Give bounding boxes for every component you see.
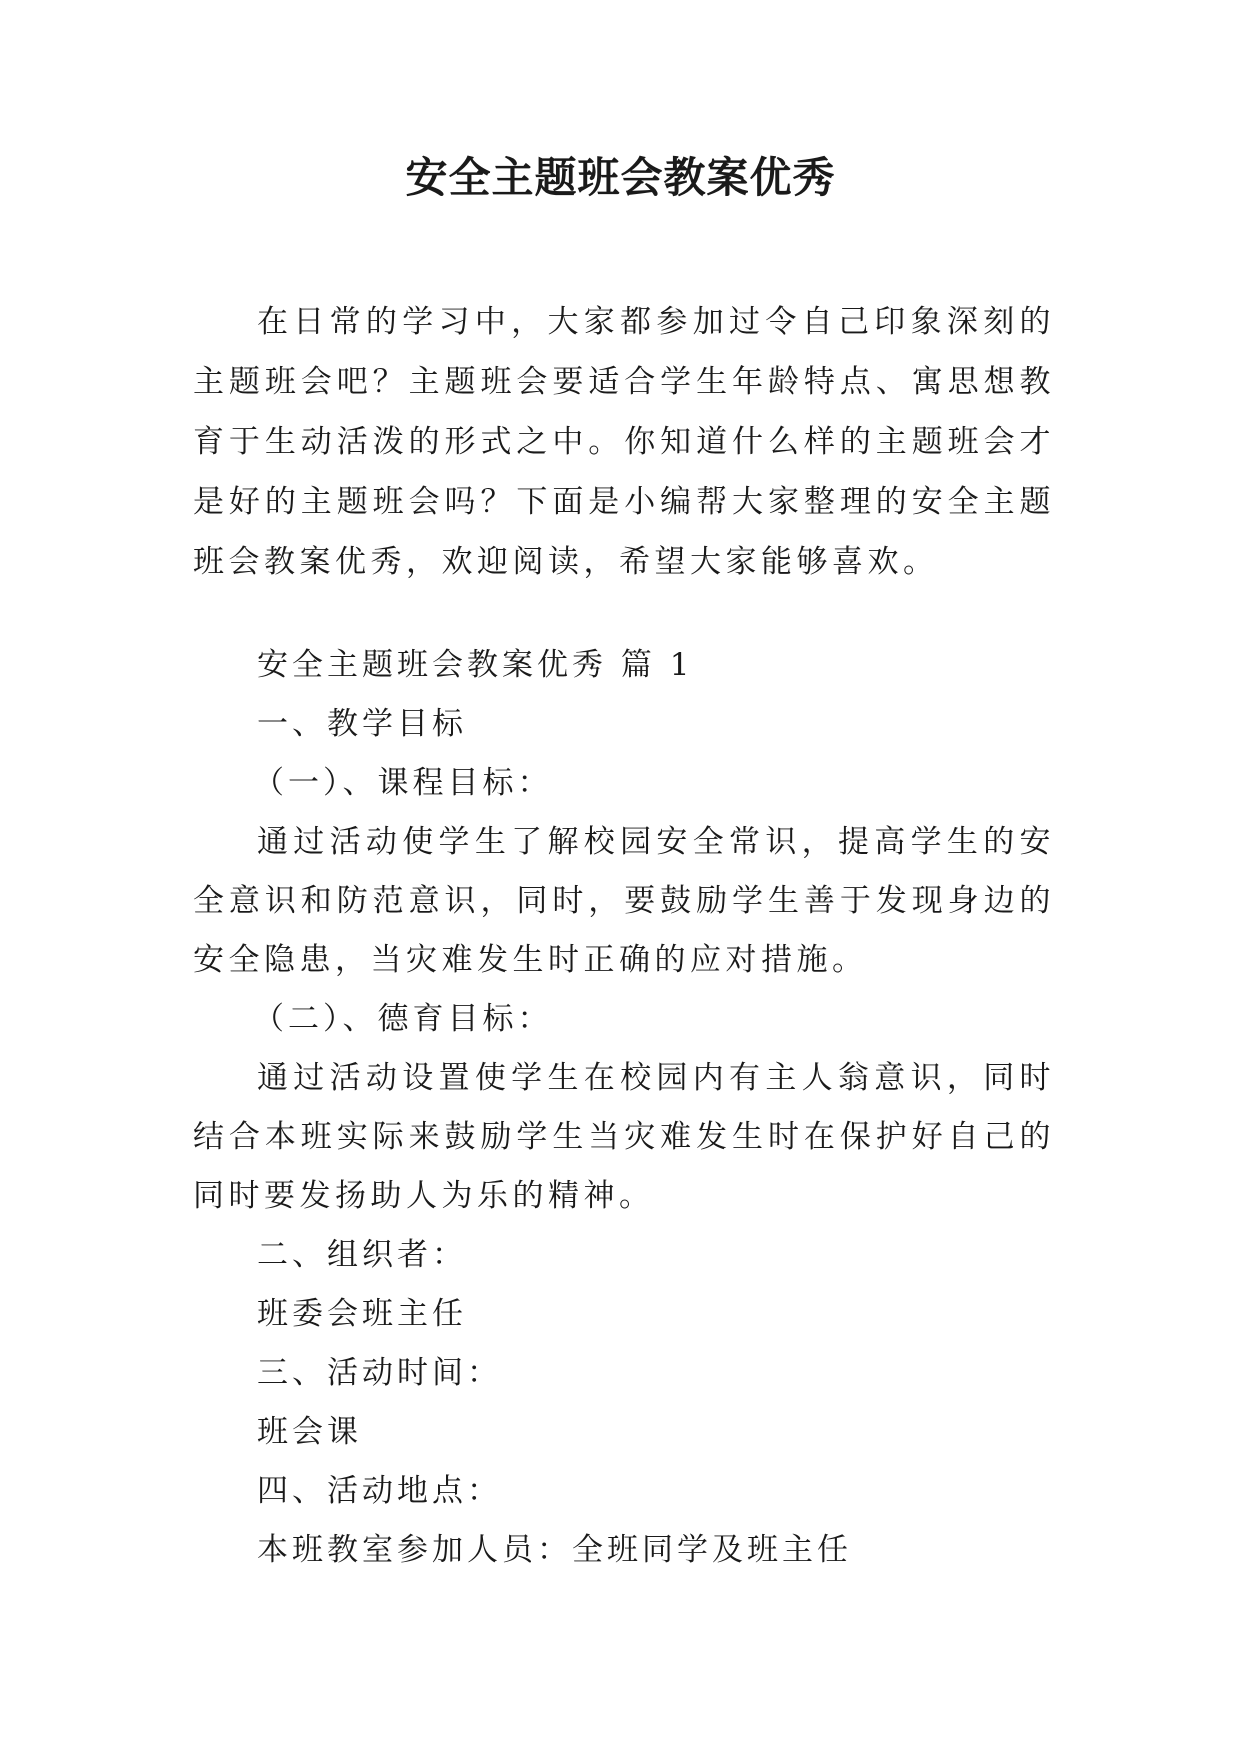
heading-teaching-goals: 一、教学目标 — [257, 706, 467, 742]
paragraph-course-goals: 通过活动使学生了解校园安全常识，提高学生的安全意识和防范意识，同时，要鼓励学生善于发现身边的安全隐患，当灾难发生时正确的应对措施。 — [193, 824, 1055, 978]
activity-place-text: 本班教室参加人员：全班同学及班主任 — [257, 1532, 852, 1568]
document-title: 安全主题班会教案优秀 — [405, 153, 836, 202]
heading-activity-place: 四、活动地点： — [257, 1473, 502, 1509]
activity-time-text: 班会课 — [257, 1414, 362, 1450]
heading-activity-time: 三、活动时间： — [257, 1355, 502, 1391]
heading-course-goals: （一）、课程目标： — [253, 765, 553, 801]
paragraph-moral-goals: 通过活动设置使学生在校园内有主人翁意识，同时结合本班实际来鼓励学生当灾难发生时在保护好自己的同时要发扬助人为乐的精神。 — [193, 1060, 1055, 1214]
organizer-text: 班委会班主任 — [257, 1296, 467, 1332]
heading-organizer: 二、组织者： — [257, 1237, 467, 1273]
heading-moral-goals: （二）、德育目标： — [253, 1001, 553, 1037]
section-heading: 安全主题班会教案优秀 篇 1 — [257, 647, 694, 683]
document-content — [193, 636, 1055, 1580]
intro-paragraph: 在日常的学习中，大家都参加过令自己印象深刻的主题班会吧？主题班会要适合学生年龄特点、寓思想教育于生动活泼的形式之中。你知道什么样的主题班会才是好的主题班会吗？下面是小编帮大家整理的安全主题班会教案优秀，欢迎阅读，希望大家能够喜欢。 — [193, 304, 1055, 580]
